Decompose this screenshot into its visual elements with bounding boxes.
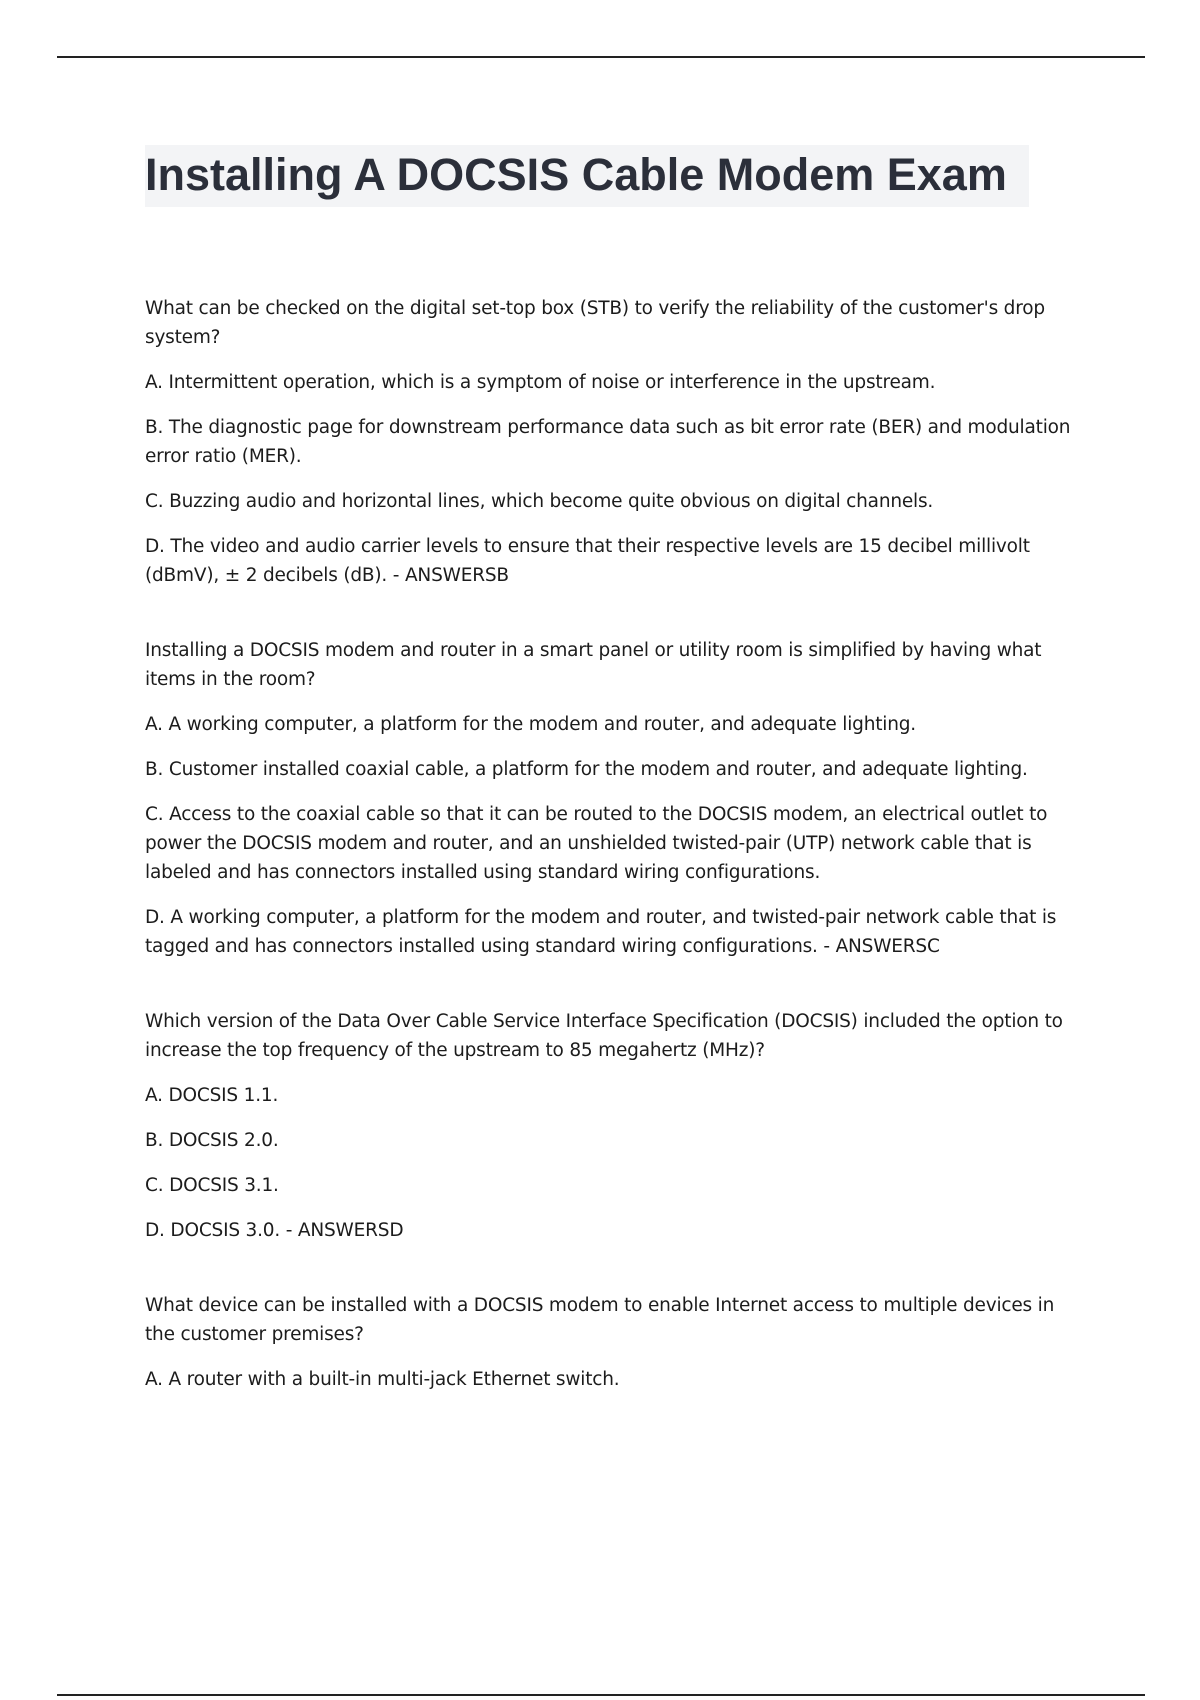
option-c: C. DOCSIS 3.1. (145, 1175, 279, 1196)
option-a: A. DOCSIS 1.1. (145, 1085, 279, 1106)
answer-key: - ANSWERSD (280, 1220, 403, 1241)
question-text: Installing a DOCSIS modem and router in a smart panel or utility room is simplified by having what items in the room? (145, 640, 1042, 690)
question-text: What device can be installed with a DOCSIS modem to enable Internet access to multiple devices in the customer premises? (145, 1295, 1055, 1345)
option-b: B. Customer installed coaxial cable, a platform for the modem and router, and adequate lighting. (145, 759, 1028, 780)
option-b: B. The diagnostic page for downstream performance data such as bit error rate (BER) and modulation error ratio (MER). (145, 417, 1071, 467)
option-c: C. Access to the coaxial cable so that it can be routed to the DOCSIS modem, an electrical outlet to power the DOCSIS modem and router, and an unshielded twisted-pair (UTP) network cable that is labeled and has connectors installed using standard wiring configurations. (145, 804, 1048, 883)
option-a: A. A router with a built-in multi-jack Ethernet switch. (145, 1369, 620, 1390)
option-d-with-answer (145, 1216, 1085, 1245)
question-list (145, 294, 1085, 1394)
answer-key: - ANSWERSB (387, 565, 509, 586)
option-d: D. The video and audio carrier levels to ensure that their respective levels are 15 decibel millivolt (dBmV), ± 2 decibels (dB). (145, 536, 1030, 586)
answer-key: - ANSWERSC (818, 936, 940, 957)
title-block (145, 145, 1029, 207)
question-2 (145, 636, 1085, 961)
option-d: D. A working computer, a platform for the modem and router, and twisted-pair network cable that is tagged and has connectors installed using standard wiring configurations. (145, 907, 1057, 957)
question-1 (145, 294, 1085, 590)
option-a: A. Intermittent operation, which is a symptom of noise or interference in the upstream. (145, 372, 936, 393)
header-rule (57, 56, 1145, 58)
option-b: B. DOCSIS 2.0. (145, 1130, 279, 1151)
question-3 (145, 1007, 1085, 1245)
question-text: What can be checked on the digital set-top box (STB) to verify the reliability of the customer's drop system? (145, 298, 1045, 348)
question-text: Which version of the Data Over Cable Service Interface Specification (DOCSIS) included the option to increase the top frequency of the upstream to 85 megahertz (MHz)? (145, 1011, 1063, 1061)
question-4 (145, 1291, 1085, 1394)
option-d-with-answer (145, 532, 1085, 590)
option-c: C. Buzzing audio and horizontal lines, which become quite obvious on digital channels. (145, 491, 934, 512)
option-a: A. A working computer, a platform for the modem and router, and adequate lighting. (145, 714, 916, 735)
footer-rule (57, 1694, 1145, 1696)
option-d: D. DOCSIS 3.0. (145, 1220, 281, 1241)
option-d-with-answer (145, 903, 1085, 961)
document-title: Installing A DOCSIS Cable Modem Exam (145, 149, 1007, 200)
page-content (145, 145, 1085, 1440)
